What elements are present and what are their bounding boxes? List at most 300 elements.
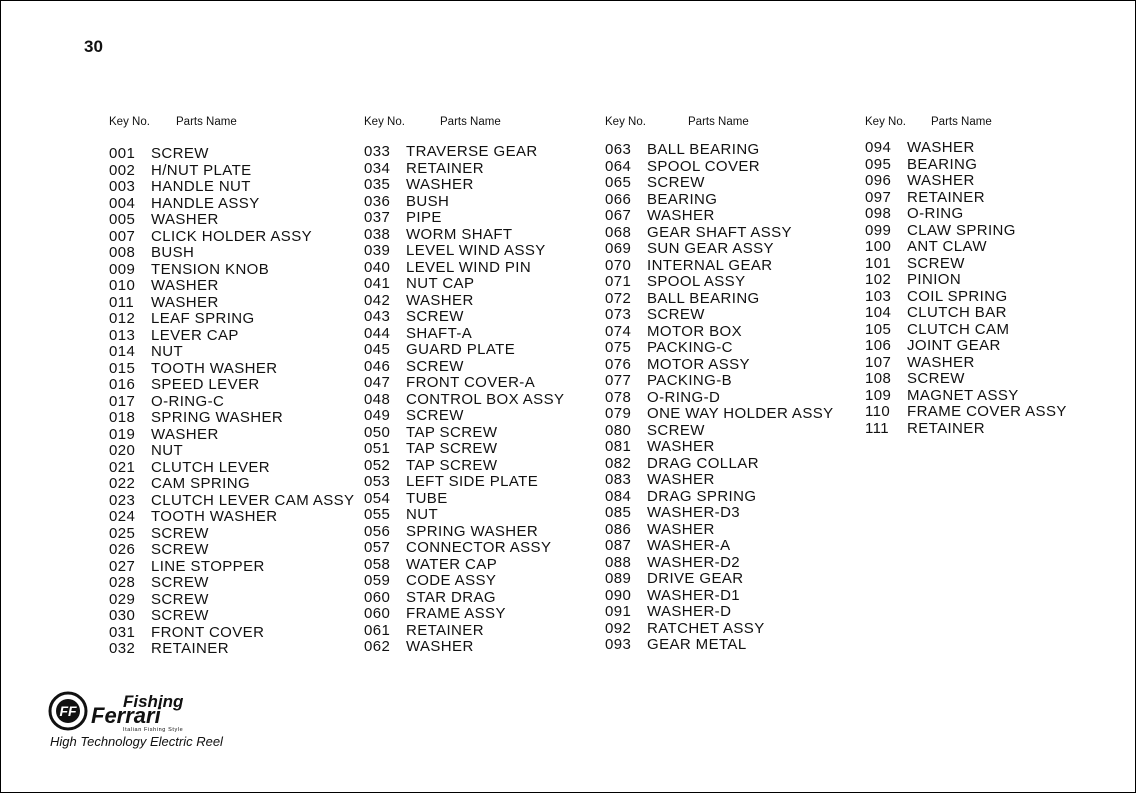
part-name: SCREW [151,574,209,591]
part-key-number: 094 [865,139,892,156]
parts-row [605,621,834,638]
part-name: WASHER [647,438,715,455]
part-name: LEVEL WIND ASSY [406,242,546,259]
part-name: GEAR SHAFT ASSY [647,223,792,241]
part-key-number: 004 [109,194,136,212]
parts-name-header: Parts Name [931,116,992,128]
parts-row [364,326,564,343]
parts-row [605,208,834,225]
part-key-number: 040 [364,258,391,276]
part-name: TAP SCREW [406,456,498,474]
part-key-number: 105 [865,320,892,338]
part-name: SPOOL ASSY [647,273,746,290]
parts-row [109,476,354,493]
parts-row [109,196,354,213]
parts-row [109,278,354,295]
part-key-number: 083 [605,471,632,488]
part-key-number: 036 [364,192,391,210]
part-name: SPOOL COVER [647,157,761,175]
part-name: GEAR METAL [647,636,747,653]
parts-row [865,223,1067,240]
part-key-number: 050 [364,423,391,441]
part-name: SCREW [406,308,464,325]
part-name: PIPE [406,209,442,226]
parts-row [109,179,354,196]
part-key-number: 090 [605,586,632,604]
part-name: PACKING-C [647,339,733,356]
part-name: LEVER CAP [151,326,239,344]
parts-row [605,274,834,291]
part-key-number: 035 [364,176,391,193]
part-key-number: 070 [605,256,632,274]
part-key-number: 060 [364,605,391,622]
part-name: TOOTH WASHER [151,508,278,525]
part-key-number: 026 [109,541,136,558]
part-key-number: 072 [605,289,632,307]
parts-row [865,338,1067,355]
part-key-number: 059 [364,572,391,589]
part-name: RETAINER [907,188,985,206]
parts-row [364,623,564,640]
part-name: ONE WAY HOLDER ASSY [647,405,834,422]
part-name: WASHER [647,520,715,538]
parts-row [364,375,564,392]
parts-row [364,177,564,194]
parts-row [364,606,564,623]
part-key-number: 057 [364,539,391,556]
parts-row [364,293,564,310]
part-key-number: 069 [605,240,632,257]
parts-row [364,161,564,178]
part-key-number: 024 [109,508,136,525]
parts-rows [109,146,354,658]
ferrari-fishing-logo [47,689,217,735]
part-name: SCREW [647,306,705,323]
part-key-number: 095 [865,155,892,173]
part-key-number: 010 [109,277,136,294]
part-name: SUN GEAR ASSY [647,240,774,257]
parts-row [109,245,354,262]
part-key-number: 047 [364,374,391,391]
part-name: CONNECTOR ASSY [406,539,552,556]
part-key-number: 031 [109,623,136,641]
part-name: CLICK HOLDER ASSY [151,227,313,245]
parts-name-header: Parts Name [688,116,749,128]
part-key-number: 080 [605,421,632,439]
parts-row [605,489,834,506]
parts-row [605,307,834,324]
part-key-number: 029 [109,590,136,608]
part-name: WASHER-D1 [647,586,741,604]
parts-row [109,262,354,279]
part-name: O-RING-D [647,388,721,406]
part-key-number: 005 [109,211,136,228]
part-key-number: 045 [364,341,391,358]
parts-row [865,322,1067,339]
part-name: FRAME COVER ASSY [907,403,1067,420]
part-name: WASHER [406,176,474,193]
part-key-number: 008 [109,244,136,261]
part-name: LEVEL WIND PIN [406,258,532,276]
parts-row [364,309,564,326]
parts-row [605,241,834,258]
parts-row [605,423,834,440]
part-key-number: 055 [364,506,391,523]
parts-row [605,373,834,390]
part-name: SHAFT-A [406,324,473,342]
part-name: WATER CAP [406,555,498,573]
part-key-number: 018 [109,409,136,426]
part-key-number: 003 [109,178,136,195]
part-key-number: 106 [865,337,892,354]
part-name: WASHER-D2 [647,553,741,571]
part-name: CLAW SPRING [907,221,1016,239]
parts-row [865,388,1067,405]
parts-row [109,344,354,361]
parts-row [605,291,834,308]
key-no-header: Key No. [605,116,646,128]
part-key-number: 007 [109,227,136,245]
part-key-number: 089 [605,570,632,587]
part-key-number: 100 [865,238,892,255]
part-key-number: 001 [109,145,136,162]
part-name: WASHER [907,139,975,156]
part-name: WASHER [151,425,219,443]
part-key-number: 099 [865,221,892,239]
part-name: FRONT COVER-A [406,374,536,391]
part-key-number: 096 [865,172,892,189]
parts-row [364,408,564,425]
part-key-number: 042 [364,291,391,309]
part-key-number: 093 [605,636,632,653]
parts-row [605,390,834,407]
part-name: SPRING WASHER [151,409,284,426]
part-name: NUT [151,442,184,459]
parts-row [109,608,354,625]
part-name: NUT [406,506,439,523]
part-name: TAP SCREW [406,440,498,457]
part-name: SCREW [406,407,464,424]
part-name: TAP SCREW [406,423,498,441]
part-name: SCREW [406,357,464,375]
part-name: PINION [907,271,962,288]
parts-row [109,559,354,576]
part-name: ANT CLAW [907,238,987,255]
parts-row [109,443,354,460]
parts-row [364,359,564,376]
part-name: HANDLE ASSY [151,194,260,212]
part-key-number: 111 [865,419,890,437]
part-key-number: 075 [605,339,632,356]
part-name: RETAINER [907,419,985,437]
parts-row [865,289,1067,306]
part-key-number: 043 [364,308,391,325]
parts-row [364,425,564,442]
part-key-number: 021 [109,458,136,476]
parts-row [109,163,354,180]
part-key-number: 009 [109,260,136,278]
parts-row [364,260,564,277]
parts-row [865,272,1067,289]
parts-row [605,159,834,176]
part-name: SCREW [151,607,209,624]
parts-row [364,276,564,293]
part-key-number: 013 [109,326,136,344]
part-name: FRONT COVER [151,623,265,641]
part-name: CAM SPRING [151,475,251,492]
parts-row [109,394,354,411]
parts-row [605,258,834,275]
part-name: TUBE [406,489,448,507]
part-key-number: 109 [865,386,892,404]
part-key-number: 014 [109,343,136,360]
part-name: WASHER [406,291,474,309]
parts-row [865,421,1067,438]
part-key-number: 037 [364,209,391,226]
part-key-number: 088 [605,553,632,571]
parts-row [605,142,834,159]
key-no-header: Key No. [364,116,405,128]
part-name: BUSH [151,244,195,261]
tagline: High Technology Electric Reel [50,734,223,749]
part-key-number: 052 [364,456,391,474]
part-name: LEAF SPRING [151,310,255,327]
parts-row [605,175,834,192]
part-key-number: 056 [364,522,391,540]
parts-row [109,526,354,543]
part-name: JOINT GEAR [907,337,1001,354]
part-key-number: 017 [109,392,136,410]
parts-row [605,637,834,654]
part-name: BUSH [406,192,450,210]
parts-row [364,507,564,524]
part-key-number: 085 [605,504,632,521]
part-key-number: 022 [109,475,136,492]
part-name: DRAG COLLAR [647,454,759,472]
part-name: CODE ASSY [406,572,497,589]
part-name: O-RING [907,205,964,222]
parts-row [109,295,354,312]
parts-row [865,157,1067,174]
parts-row [605,406,834,423]
parts-row [109,625,354,642]
part-key-number: 012 [109,310,136,327]
parts-row [109,146,354,163]
part-name: CLUTCH CAM [907,320,1010,338]
part-key-number: 068 [605,223,632,241]
parts-row [605,472,834,489]
part-key-number: 060 [364,588,391,606]
part-name: O-RING-C [151,392,225,410]
parts-row [605,324,834,341]
parts-row [364,243,564,260]
parts-row [364,590,564,607]
part-key-number: 098 [865,205,892,222]
part-name: DRAG SPRING [647,487,757,505]
parts-row [109,641,354,658]
part-key-number: 092 [605,619,632,637]
part-name: SCREW [907,370,965,387]
part-name: WASHER [151,293,219,311]
part-key-number: 107 [865,353,892,371]
part-key-number: 016 [109,376,136,393]
part-name: SCREW [151,524,209,542]
part-key-number: 011 [109,293,135,311]
part-key-number: 079 [605,405,632,422]
part-key-number: 030 [109,607,136,624]
parts-row [364,557,564,574]
part-key-number: 066 [605,190,632,208]
parts-row [364,194,564,211]
part-name: SCREW [151,541,209,558]
part-name: SCREW [647,174,705,191]
parts-row [605,522,834,539]
parts-row [109,229,354,246]
part-key-number: 087 [605,537,632,554]
parts-row [109,427,354,444]
part-name: STAR DRAG [406,588,496,606]
part-key-number: 084 [605,487,632,505]
part-name: FRAME ASSY [406,605,506,622]
parts-row [364,524,564,541]
part-key-number: 019 [109,425,136,443]
part-name: DRIVE GEAR [647,570,744,587]
part-name: WASHER [406,638,474,655]
part-name: WASHER [151,211,219,228]
parts-row [865,206,1067,223]
parts-row [364,458,564,475]
part-key-number: 062 [364,638,391,655]
parts-row [865,140,1067,157]
part-key-number: 020 [109,442,136,459]
part-name: CONTROL BOX ASSY [406,390,565,408]
part-key-number: 025 [109,524,136,542]
key-no-header: Key No. [109,116,150,128]
parts-rows [865,140,1067,437]
parts-row [605,357,834,374]
part-name: SCREW [647,421,705,439]
part-key-number: 103 [865,287,892,305]
part-name: MAGNET ASSY [907,386,1019,404]
parts-name-header: Parts Name [176,116,237,128]
part-name: TOOTH WASHER [151,359,278,377]
parts-row [364,639,564,656]
part-name: MOTOR BOX [647,322,742,340]
parts-row [865,173,1067,190]
parts-row [109,575,354,592]
part-key-number: 097 [865,188,892,206]
part-key-number: 058 [364,555,391,573]
parts-row [364,342,564,359]
parts-row [605,604,834,621]
parts-row [605,456,834,473]
part-key-number: 081 [605,438,632,455]
parts-row [865,355,1067,372]
part-key-number: 054 [364,489,391,507]
part-key-number: 015 [109,359,136,377]
part-name: TENSION KNOB [151,260,270,278]
part-key-number: 032 [109,640,136,657]
part-name: TRAVERSE GEAR [406,143,538,160]
part-name: BEARING [647,190,718,208]
parts-row [605,538,834,555]
part-name: NUT [151,343,184,360]
parts-row [109,361,354,378]
part-key-number: 044 [364,324,391,342]
parts-row [605,340,834,357]
parts-row [605,555,834,572]
part-name: BALL BEARING [647,289,760,307]
part-key-number: 091 [605,603,632,620]
logo-word-sub: Italian Fishing Style [123,727,184,733]
parts-rows [364,144,564,656]
part-name: WASHER [907,353,975,371]
part-name: WASHER [647,471,715,488]
parts-row [605,439,834,456]
part-key-number: 053 [364,473,391,490]
parts-row [109,377,354,394]
part-name: BALL BEARING [647,141,760,158]
page-number: 30 [84,37,103,56]
part-key-number: 046 [364,357,391,375]
logo-word-main: Ferrari [91,703,161,728]
part-key-number: 034 [364,159,391,177]
part-key-number: 061 [364,621,391,639]
part-key-number: 051 [364,440,391,457]
part-name: CLUTCH LEVER [151,458,270,476]
logo-word-top: Fishing [123,692,184,711]
part-key-number: 048 [364,390,391,408]
part-name: INTERNAL GEAR [647,256,773,274]
part-name: RATCHET ASSY [647,619,765,637]
part-name: WASHER-D3 [647,504,741,521]
part-name: H/NUT PLATE [151,161,252,179]
part-name: SPEED LEVER [151,376,260,393]
part-name: MOTOR ASSY [647,355,750,373]
parts-row [364,441,564,458]
part-key-number: 077 [605,372,632,389]
part-name: COIL SPRING [907,287,1008,305]
part-name: PACKING-B [647,372,733,389]
parts-row [364,144,564,161]
part-name: LINE STOPPER [151,557,265,575]
key-no-header: Key No. [865,116,906,128]
part-name: SCREW [151,145,209,162]
part-key-number: 086 [605,520,632,538]
part-key-number: 027 [109,557,136,575]
part-name: WASHER-D [647,603,732,620]
part-name: CLUTCH BAR [907,304,1007,321]
part-name: SCREW [151,590,209,608]
part-key-number: 049 [364,407,391,424]
part-key-number: 082 [605,454,632,472]
part-key-number: 108 [865,370,892,387]
parts-rows [605,142,834,654]
part-name: BEARING [907,155,978,173]
parts-row [109,493,354,510]
part-key-number: 071 [605,273,632,290]
part-key-number: 033 [364,143,391,160]
part-key-number: 074 [605,322,632,340]
part-name: SCREW [907,254,965,272]
part-name: WASHER [907,172,975,189]
part-key-number: 038 [364,225,391,243]
parts-row [364,540,564,557]
part-name: SPRING WASHER [406,522,539,540]
parts-row [605,571,834,588]
part-key-number: 064 [605,157,632,175]
parts-name-header: Parts Name [440,116,501,128]
